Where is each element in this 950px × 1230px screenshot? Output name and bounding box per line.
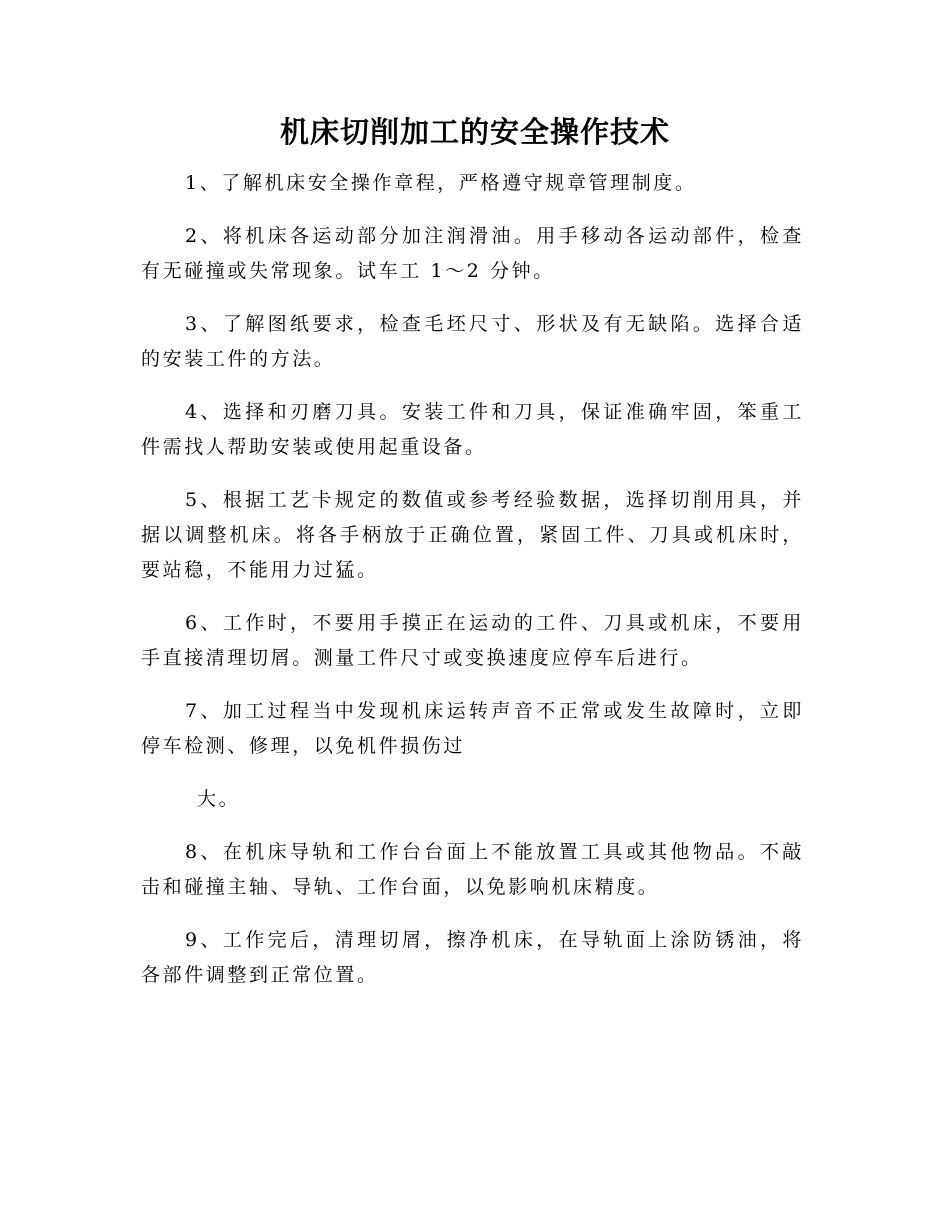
paragraph-4: 4、选择和刃磨刀具。安装工件和刀具，保证准确牢固，笨重工件需找人帮助安装或使用起重设备。 — [141, 401, 804, 458]
paragraph-1: 1、了解机床安全操作章程，严格遵守规章管理制度。 — [185, 172, 697, 194]
paragraph-5: 5、根据工艺卡规定的数值或参考经验数据，选择切削用具，并据以调整机床。将各手柄放于正确位置，紧固工件、刀具或机床时，要站稳，不能用力过猛。 — [141, 489, 804, 581]
document-title: 机床切削加工的安全操作技术 — [279, 115, 670, 149]
paragraph-8: 8、在机床导轨和工作台台面上不能放置工具或其他物品。不敲击和碰撞主轴、导轨、工作台面，以免影响机床精度。 — [141, 841, 804, 898]
paragraph-2: 2、将机床各运动部分加注润滑油。用手移动各运动部件，检查有无碰撞或失常现象。试车工 1～2 分钟。 — [141, 225, 804, 282]
document-body — [141, 166, 804, 1011]
paragraph-7: 7、加工过程当中发现机床运转声音不正常或发生故障时，立即停车检测、修理，以免机件损伤过 — [141, 700, 804, 757]
paragraph-3: 3、了解图纸要求，检查毛坯尺寸、形状及有无缺陷。选择合适的安装工件的方法。 — [141, 313, 804, 370]
paragraph-9: 9、工作完后，清理切屑，擦净机床，在导轨面上涂防锈油，将各部件调整到正常位置。 — [141, 929, 804, 986]
paragraph-7-continuation: 大。 — [197, 788, 241, 810]
paragraph-6: 6、工作时，不要用手摸正在运动的工件、刀具或机床，不要用手直接清理切屑。测量工件尺寸或变换速度应停车后进行。 — [141, 612, 804, 669]
